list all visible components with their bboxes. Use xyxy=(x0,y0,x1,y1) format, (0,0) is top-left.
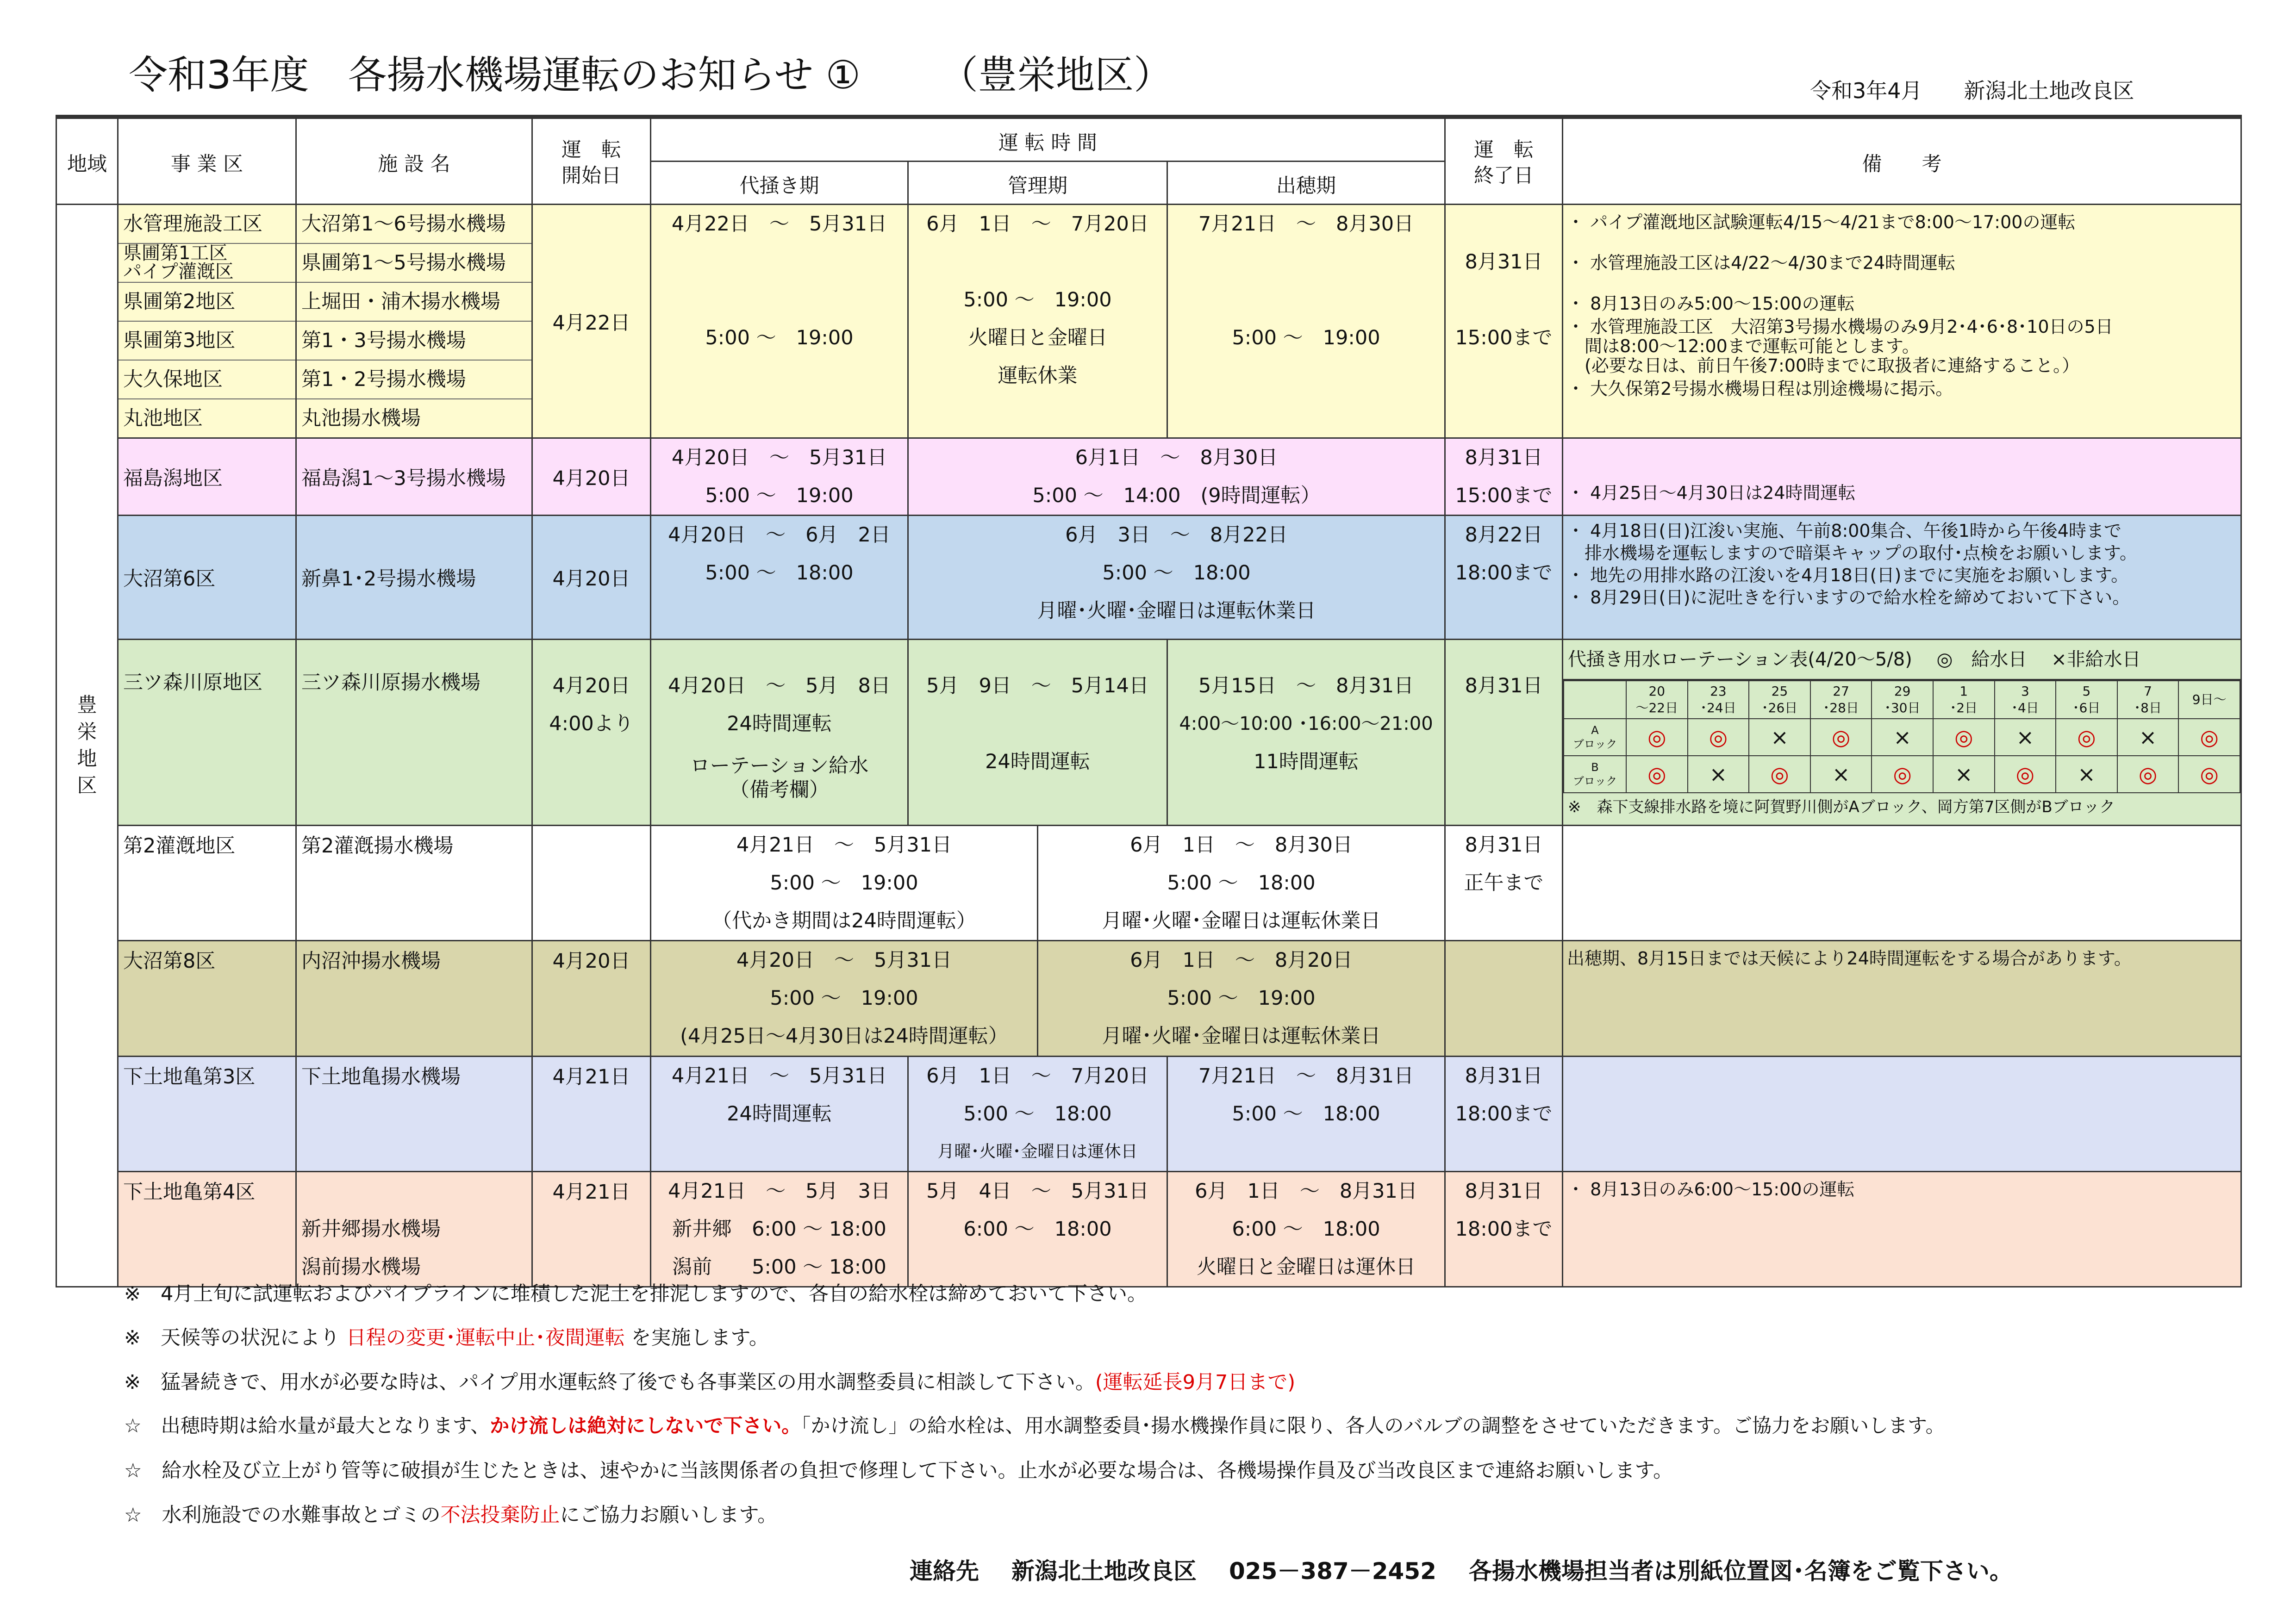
row-group-8 xyxy=(56,1172,2241,1287)
note-line: ・ 4月18日(日)江浚い実施、午前8:00集合、午後1時から午後4時まで xyxy=(1567,521,2121,541)
note-line: ・ 水管理施設工区 大沼第3号揚水機場のみ9月2･4･6･8･10日の5日 xyxy=(1567,317,2113,337)
period-date: 4月20日 ～ 5月31日 xyxy=(671,446,887,469)
rotation-mark: ◎ xyxy=(1995,756,2056,793)
period-date: 6月 1日 ～ 8月30日 xyxy=(1130,833,1353,857)
period-date: 7月21日 ～ 8月31日 xyxy=(1198,1064,1414,1088)
end-date: 8月31日 xyxy=(1465,1180,1543,1203)
g5-period-1 xyxy=(651,826,1038,941)
facility-name: 福島潟1～3号揚水機場 xyxy=(296,438,532,516)
note-line: (必要な日は、前日午後7:00時までに取扱者に連絡すること。） xyxy=(1567,355,2080,376)
g8-note: ・ 8月13日のみ6:00～15:00の運転 xyxy=(1563,1172,2241,1287)
end-date: 8月31日 xyxy=(1465,250,1543,274)
end-time: 15:00まで xyxy=(1455,484,1553,507)
issuer: 新潟北土地改良区 xyxy=(1964,78,2134,103)
end-time: 15:00まで xyxy=(1455,326,1553,349)
header-period-3: 出穂期 xyxy=(1167,162,1445,205)
period-date: 5月 9日 ～ 5月14日 xyxy=(926,674,1149,697)
start-date: 4月20日 xyxy=(532,438,651,516)
g8-period-3 xyxy=(1167,1172,1445,1287)
row-group-5 xyxy=(56,826,2241,941)
period-date: 6月 1日 ～ 8月31日 xyxy=(1195,1180,1417,1203)
footnote-3 xyxy=(124,1367,1295,1395)
header-facility: 施 設 名 xyxy=(296,117,532,205)
period-date: 4月21日 ～ 5月31日 xyxy=(671,1064,887,1088)
g1-districts xyxy=(118,205,296,438)
issue-date: 令和3年4月 xyxy=(1810,78,1922,103)
district-name: 水管理施設工区 xyxy=(119,205,295,244)
footnote-4 xyxy=(124,1411,1945,1438)
note-line: ・ パイプ灌漑地区試験運転4/15～4/21まで8:00～17:00の運転 xyxy=(1567,212,2076,232)
g1-period-1 xyxy=(651,205,908,438)
rotation-mark: ◎ xyxy=(2117,756,2179,793)
start-time: 4:00より xyxy=(549,712,634,735)
g5-start xyxy=(532,826,651,941)
contact-org: 新潟北土地改良区 xyxy=(1011,1558,1197,1585)
period-time: 5:00 ～ 18:00 xyxy=(752,1256,886,1279)
end-date: 8月31日 xyxy=(1465,446,1543,469)
row-group-4 xyxy=(56,640,2241,826)
facility-name: 県圃第1～5号揚水機場 xyxy=(297,244,531,283)
row-group-1 xyxy=(56,205,2241,438)
period-date: 4月20日 ～ 5月 8日 xyxy=(668,674,891,697)
row-group-2 xyxy=(56,438,2241,516)
rotation-mark: ◎ xyxy=(2056,719,2117,756)
district-name: 大久保地区 xyxy=(119,361,295,399)
end-time: 正午まで xyxy=(1464,871,1544,895)
header-region: 地域 xyxy=(56,117,118,205)
period-time: 6:00 ～ 18:00 xyxy=(963,1218,1112,1241)
period-note: 月曜･火曜･金曜日は運休日 xyxy=(937,1142,1138,1161)
start-date: 4月20日 xyxy=(532,516,651,640)
period-date: 6月 3日 ～ 8月22日 xyxy=(1065,523,1288,547)
g4-rotation xyxy=(1563,640,2241,826)
district-name: 県圃第1工区 パイプ灌漑区 xyxy=(119,244,295,283)
facility-short: 新井郷 xyxy=(672,1218,732,1241)
region-cell: 豊 栄 地 区 xyxy=(56,205,118,1287)
rotation-mark: ◎ xyxy=(1749,756,1810,793)
contact-label: 連絡先 xyxy=(910,1558,979,1585)
rotation-block-b: B ブロック xyxy=(1564,756,1626,793)
period-date: 4月20日 ～ 5月31日 xyxy=(736,949,952,972)
g4-start xyxy=(532,640,651,826)
footnote-text: ※ 猛暑続きで、用水が必要な時は、パイプ用水運転終了後でも各事業区の用水調整委員に相談して下さい。 xyxy=(124,1371,1095,1394)
title-area: （豊栄地区） xyxy=(939,52,1173,98)
district-name: 丸池地区 xyxy=(123,407,203,430)
footnote-highlight: かけ流しは絶対にしないで下さい。 xyxy=(490,1414,801,1437)
footnote-highlight: 日程の変更･運転中止･夜間運転 xyxy=(346,1326,625,1349)
facility-name: 大沼第1～6号揚水機場 xyxy=(297,205,531,244)
rotation-mark: × xyxy=(1933,756,1995,793)
rotation-day: 7 ･8日 xyxy=(2117,681,2179,719)
period-date: 6月1日 ～ 8月30日 xyxy=(1075,446,1278,469)
facility-name: 下土地亀揚水機場 xyxy=(296,1057,532,1172)
period-time-a xyxy=(651,1210,907,1248)
g5-end xyxy=(1445,826,1563,941)
document-title xyxy=(129,44,1173,100)
period-note: 月曜･火曜･金曜日は運転休業日 xyxy=(1037,599,1316,622)
facility-short: 潟前 xyxy=(672,1256,712,1279)
end-time: 18:00まで xyxy=(1455,1102,1553,1126)
footnote-1: ※ 4月上旬に試運転およびパイプラインに堆積した泥土を排泥しますので、各自の給水栓は締めておいて下さい。 xyxy=(124,1282,1147,1306)
note-line: ・ 8月29日(日)に泥吐きを行いますので給水栓を締めておいて下さい。 xyxy=(1567,587,2130,608)
g2-end xyxy=(1445,438,1563,516)
g4-end xyxy=(1445,640,1563,826)
period-date: 4月21日 ～ 5月31日 xyxy=(736,833,952,857)
rotation-mark: × xyxy=(2117,719,2179,756)
rotation-corner xyxy=(1564,681,1626,719)
g3-period-23 xyxy=(908,516,1445,640)
rotation-mark: ◎ xyxy=(1688,719,1749,756)
period-date: 4月20日 ～ 6月 2日 xyxy=(668,523,891,547)
period-time: 5:00 ～ 18:00 xyxy=(963,1102,1112,1126)
period-note: 運転休業 xyxy=(998,364,1078,387)
start-date: 4月21日 xyxy=(532,1057,651,1172)
rotation-day: 27 ･28日 xyxy=(1810,681,1872,719)
rotation-mark: × xyxy=(2056,756,2117,793)
g8-period-1 xyxy=(651,1172,908,1287)
rotation-mark: × xyxy=(1810,756,1872,793)
period-time: 5:00 ～ 18:00 xyxy=(1102,561,1251,585)
end-date: 8月31日 xyxy=(1465,833,1543,857)
period-time: 5:00 ～ 19:00 xyxy=(705,326,854,349)
period-date: 6月 1日 ～ 7月20日 xyxy=(926,212,1149,236)
footnote-text: 「かけ流し」の給水栓は、用水調整委員･揚水機操作員に限り、各人のバルブの調整をさせていただきます。ご協力をお願いします。 xyxy=(801,1414,1945,1437)
period-note: （備考欄） xyxy=(730,778,829,802)
rotation-day: 23 ･24日 xyxy=(1688,681,1749,719)
period-time: 5:00 ～ 19:00 xyxy=(1232,326,1380,349)
g3-notes xyxy=(1563,516,2241,640)
period-time: 5:00 ～ 19:00 xyxy=(770,871,918,895)
g1-notes xyxy=(1563,205,2241,438)
start-date: 4月21日 xyxy=(532,1172,651,1287)
rotation-mark: ◎ xyxy=(1626,719,1688,756)
g4-period-1 xyxy=(651,640,908,826)
start-date: 4月20日 xyxy=(552,674,630,697)
g5-notes xyxy=(1563,826,2241,941)
g7-notes xyxy=(1563,1057,2241,1172)
district-name: 第2灌漑地区 xyxy=(118,826,296,941)
g2-period-23 xyxy=(908,438,1445,516)
rotation-mark: ◎ xyxy=(2178,756,2240,793)
rotation-mark: × xyxy=(1995,719,2056,756)
rotation-day: 9日～ xyxy=(2178,681,2240,719)
facility-name: 三ツ森川原揚水機場 xyxy=(296,640,532,826)
g2-period-1 xyxy=(651,438,908,516)
g7-period-2 xyxy=(908,1057,1167,1172)
period-date: 6月 1日 ～ 8月20日 xyxy=(1130,949,1353,972)
rotation-title: 代掻き用水ローテーション表(4/20～5/8) ◎ 給水日 ×非給水日 xyxy=(1563,640,2240,680)
period-date: 6月 1日 ～ 7月20日 xyxy=(926,1064,1149,1088)
end-date: 8月22日 xyxy=(1465,523,1543,547)
rotation-mark: × xyxy=(1749,719,1810,756)
period-time: 24時間運転 xyxy=(727,1102,832,1126)
start-date: 4月20日 xyxy=(532,941,651,1057)
facility-name: 内沼沖揚水機場 xyxy=(296,941,532,1057)
district-name: 福島潟地区 xyxy=(118,438,296,516)
rotation-mark: × xyxy=(1688,756,1749,793)
g7-period-1 xyxy=(651,1057,908,1172)
footnote-highlight: (運転延長9月7日まで) xyxy=(1095,1371,1296,1394)
period-note: 火曜日と金曜日 xyxy=(968,326,1107,349)
title-text: 令和3年度 各揚水機場運転のお知らせ ① xyxy=(129,52,861,98)
note-line: ・ 4月25日～4月30日は24時間運転 xyxy=(1567,483,1856,503)
facility-name: 新鼻1･2号揚水機場 xyxy=(296,516,532,640)
rotation-day: 5 ･6日 xyxy=(2056,681,2117,719)
note-line: ・ 大久保第2号揚水機場日程は別途機場に掲示。 xyxy=(1567,379,1953,399)
period-time: 24時間運転 xyxy=(727,712,832,735)
header-period-1: 代掻き期 xyxy=(651,162,908,205)
rotation-mark: ◎ xyxy=(1872,756,1933,793)
g2-notes xyxy=(1563,438,2241,516)
contact-tel: 025－387－2452 xyxy=(1229,1558,1436,1585)
g4-period-3 xyxy=(1167,640,1445,826)
g6-end xyxy=(1445,941,1563,1057)
g6-period-1 xyxy=(651,941,1038,1057)
rotation-day: 1 ･2日 xyxy=(1933,681,1995,719)
end-time: 18:00まで xyxy=(1455,1218,1553,1241)
period-time: 4:00～10:00 ･16:00～21:00 xyxy=(1179,713,1433,734)
schedule-table xyxy=(56,115,2242,1287)
period-date: 4月21日 ～ 5月 3日 xyxy=(668,1180,891,1203)
row-group-6 xyxy=(56,941,2241,1057)
district-name: 県圃第2地区 xyxy=(119,283,295,322)
district-name: 大沼第6区 xyxy=(118,516,296,640)
g6-note: 出穂期、8月15日までは天候により24時間運転をする場合があります。 xyxy=(1563,941,2241,1057)
rotation-mark: ◎ xyxy=(1810,719,1872,756)
g4-period-2 xyxy=(908,640,1167,826)
period-time: 6:00 ～ 18:00 xyxy=(1232,1218,1380,1241)
rotation-mark: × xyxy=(1872,719,1933,756)
g1-facilities xyxy=(296,205,532,438)
rotation-day: 25 ･26日 xyxy=(1749,681,1810,719)
period-note: (4月25日～4月30日は24時間運転） xyxy=(680,1025,1008,1048)
footnote-text: を実施します。 xyxy=(624,1326,769,1349)
period-time: 5:00 ～ 19:00 xyxy=(770,987,918,1010)
district-name: 三ツ森川原地区 xyxy=(118,640,296,826)
period-time: 5:00 ～ 19:00 xyxy=(1167,987,1316,1010)
header-op-time: 運 転 時 間 xyxy=(651,117,1445,162)
footnote-highlight: 不法投棄防止 xyxy=(440,1504,560,1527)
period-time: 5:00 ～ 18:00 xyxy=(1167,871,1316,895)
g1-period-2 xyxy=(908,205,1167,438)
note-line: ・ 地先の用排水路の江浚いを4月18日(日)までに実施をお願いします。 xyxy=(1567,565,2129,585)
row-group-3 xyxy=(56,516,2241,640)
rotation-block-a: A ブロック xyxy=(1564,719,1626,756)
note-line: 排水機場を運転しますので暗渠キャップの取付･点検をお願いします。 xyxy=(1567,543,2137,563)
district-name: 下土地亀第3区 xyxy=(118,1057,296,1172)
facility-name: 第1・2号揚水機場 xyxy=(297,361,531,399)
footnote-text: にご協力お願いします。 xyxy=(560,1504,778,1527)
contact-line xyxy=(910,1553,2045,1586)
period-note: ローテーション給水 xyxy=(690,754,869,777)
period-date: 7月21日 ～ 8月30日 xyxy=(1198,212,1414,236)
footnote-text: ☆ 水利施設での水難事故とゴミの xyxy=(124,1504,441,1527)
facility-name: 上堀田・浦木揚水機場 xyxy=(297,283,531,322)
period-time: 5:00 ～ 18:00 xyxy=(1232,1102,1380,1126)
period-note: 11時間運転 xyxy=(1254,750,1359,773)
period-time: 5:00 ～ 14:00 (9時間運転） xyxy=(1032,484,1321,507)
g7-period-3 xyxy=(1167,1057,1445,1172)
footnote-5: ☆ 給水栓及び立上がり管等に破損が生じたときは、速やかに当該関係者の負担で修理して下さい。止水が必要な場合は、各機場操作員及び当改良区まで連絡お願いします。 xyxy=(124,1459,1673,1482)
rotation-mark: ◎ xyxy=(1626,756,1688,793)
g8-end xyxy=(1445,1172,1563,1287)
note-line: ・ 8月13日のみ5:00～15:00の運転 xyxy=(1567,293,1855,314)
g1-start: 4月22日 xyxy=(532,205,651,438)
period-date: 4月22日 ～ 5月31日 xyxy=(671,212,887,236)
g6-period-23 xyxy=(1038,941,1445,1057)
g8-facilities xyxy=(296,1172,532,1287)
period-date: 5月15日 ～ 8月31日 xyxy=(1198,674,1414,697)
g7-end xyxy=(1445,1057,1563,1172)
g3-period-1 xyxy=(651,516,908,640)
facility-name: 新井郷揚水機場 xyxy=(301,1218,441,1241)
period-time: 6:00 ～ 18:00 xyxy=(752,1218,886,1241)
header-period-2: 管理期 xyxy=(908,162,1167,205)
period-time: 24時間運転 xyxy=(985,750,1090,773)
header-start: 運 転 開始日 xyxy=(532,117,651,205)
rotation-day: 20 ～22日 xyxy=(1626,681,1688,719)
row-group-7 xyxy=(56,1057,2241,1172)
period-date: 5月 4日 ～ 5月31日 xyxy=(926,1180,1149,1203)
period-note: （代かき期間は24時間運転） xyxy=(712,909,976,933)
facility-name: 第2灌漑揚水機場 xyxy=(296,826,532,941)
note-line: 間は8:00～12:00まで運転可能とします。 xyxy=(1567,336,1920,356)
rotation-note: ※ 森下支線排水路を境に阿賀野川側がAブロック、岡方第7区側がBブロック xyxy=(1568,798,2115,816)
district-name: 下土地亀第4区 xyxy=(118,1172,296,1287)
period-note: 火曜日と金曜日は運休日 xyxy=(1197,1256,1416,1279)
header-end: 運 転 終了日 xyxy=(1445,117,1563,205)
district-name: 県圃第3地区 xyxy=(119,322,295,361)
rotation-day: 29 ･30日 xyxy=(1872,681,1933,719)
rotation-day: 3 ･4日 xyxy=(1995,681,2056,719)
end-date: 8月31日 xyxy=(1465,1064,1543,1088)
footnote-text: ☆ 出穂時期は給水量が最大となります、 xyxy=(124,1414,490,1437)
facility-name: 丸池揚水機場 xyxy=(301,407,421,430)
footnote-2 xyxy=(124,1322,769,1350)
rotation-mark: ◎ xyxy=(1933,719,1995,756)
period-time: 5:00 ～ 19:00 xyxy=(963,288,1112,311)
header-notes: 備 考 xyxy=(1563,117,2241,205)
issue-info xyxy=(1810,74,2134,105)
district-name: 大沼第8区 xyxy=(118,941,296,1057)
note-line: ・ 水管理施設工区は4/22～4/30まで24時間運転 xyxy=(1567,253,1956,273)
rotation-table xyxy=(1563,680,2240,793)
g5-period-23 xyxy=(1038,826,1445,941)
footnote-text: ※ 天候等の状況により xyxy=(124,1326,346,1349)
contact-note: 各揚水機場担当者は別紙位置図･名簿をご覧下さい。 xyxy=(1468,1558,2013,1585)
period-time: 5:00 ～ 19:00 xyxy=(705,484,854,507)
period-note: 月曜･火曜･金曜日は運転休業日 xyxy=(1102,1025,1381,1048)
g8-period-2 xyxy=(908,1172,1167,1287)
rotation-mark: ◎ xyxy=(2178,719,2240,756)
period-time: 5:00 ～ 18:00 xyxy=(705,561,854,585)
g3-end xyxy=(1445,516,1563,640)
facility-name: 潟前揚水機場 xyxy=(301,1256,421,1279)
g1-period-3 xyxy=(1167,205,1445,438)
period-note: 月曜･火曜･金曜日は運転休業日 xyxy=(1102,909,1381,933)
g1-end xyxy=(1445,205,1563,438)
header-district: 事 業 区 xyxy=(118,117,296,205)
end-date: 8月31日 xyxy=(1465,674,1543,697)
facility-name: 第1・3号揚水機場 xyxy=(297,322,531,361)
footnote-6 xyxy=(124,1499,777,1528)
end-time: 18:00まで xyxy=(1455,561,1553,585)
